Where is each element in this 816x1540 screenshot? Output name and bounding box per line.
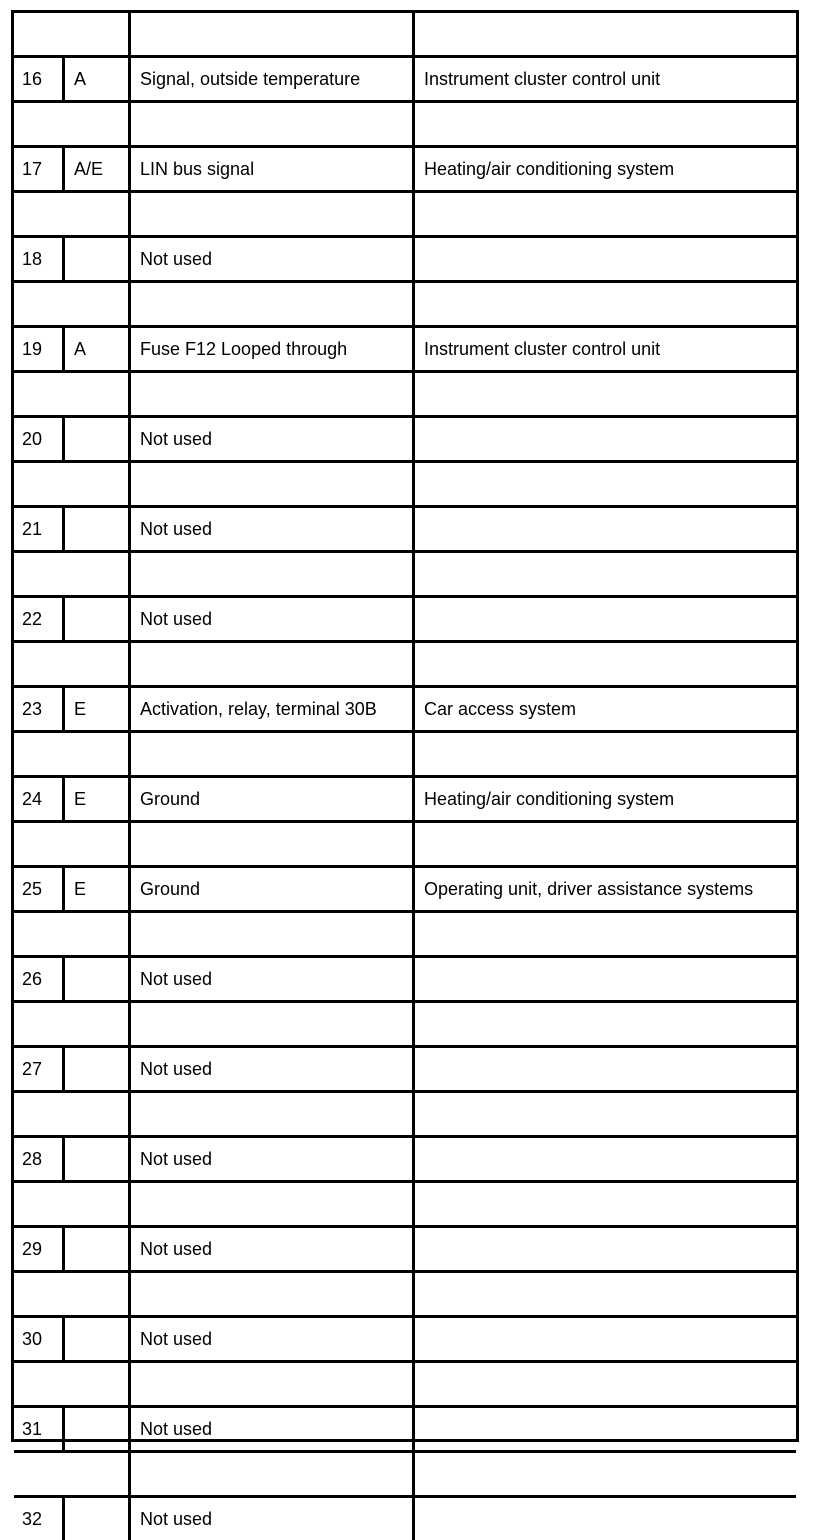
spacer-row [14,103,796,145]
description-cell: Not used [140,1239,213,1259]
column-divider [62,58,65,100]
component-cell [424,1273,796,1315]
direction-cell [74,1048,128,1090]
description-cell [140,1093,412,1135]
description-cell: LIN bus signal [140,159,255,179]
direction-cell [74,1408,128,1450]
description-cell [140,13,412,55]
column-divider [62,1498,65,1540]
pin-cell: 21 [22,519,43,539]
spacer-row [14,373,796,415]
table-row [14,598,796,640]
component-cell [424,913,796,955]
pin-cell: 17 [22,159,43,179]
description-cell [140,733,412,775]
description-cell: Not used [140,1419,213,1439]
component-cell: Heating/air conditioning system [424,159,675,179]
spacer-row [14,1003,796,1045]
component-cell [424,1498,796,1540]
component-cell [424,373,796,415]
component-cell [424,193,796,235]
direction-cell [74,1138,128,1180]
description-cell: Not used [140,969,213,989]
direction-cell [74,1453,128,1495]
table-row [14,1498,796,1540]
description-cell [140,103,412,145]
spacer-row [14,1453,796,1495]
column-divider [62,688,65,730]
direction-cell [74,1093,128,1135]
component-cell: Heating/air conditioning system [424,789,675,809]
pin-cell [22,1003,64,1045]
table-row [14,778,796,820]
table-row [14,148,796,190]
component-cell [424,1408,796,1450]
direction-cell [74,553,128,595]
pin-cell [22,1273,64,1315]
description-cell: Not used [140,249,213,269]
spacer-row [14,553,796,595]
table-row [14,508,796,550]
pin-cell [22,103,64,145]
direction-cell: E [74,789,87,809]
spacer-row [14,1093,796,1135]
spacer-row [14,463,796,505]
pin-cell: 24 [22,789,43,809]
direction-cell: A/E [74,159,104,179]
direction-cell [74,1003,128,1045]
pin-cell [22,193,64,235]
spacer-row [14,913,796,955]
component-cell [424,1003,796,1045]
component-cell [424,103,796,145]
description-cell: Ground [140,879,201,899]
description-cell [140,1453,412,1495]
pin-cell [22,733,64,775]
description-cell: Activation, relay, terminal 30B [140,699,377,719]
component-cell: Instrument cluster control unit [424,69,661,89]
direction-cell [74,418,128,460]
direction-cell [74,1363,128,1405]
column-divider [62,1138,65,1180]
direction-cell [74,103,128,145]
description-cell: Signal, outside temperature [140,69,361,89]
component-cell [424,733,796,775]
direction-cell [74,373,128,415]
pin-cell [22,553,64,595]
table-row [14,238,796,280]
direction-cell [74,643,128,685]
description-cell [140,193,412,235]
description-cell [140,1273,412,1315]
component-cell [424,13,796,55]
pin-cell: 30 [22,1329,43,1349]
description-cell: Not used [140,519,213,539]
spacer-row [14,1183,796,1225]
component-cell [424,1138,796,1180]
spacer-row [14,643,796,685]
component-cell [424,1318,796,1360]
description-cell [140,553,412,595]
pin-cell [22,823,64,865]
table-row [14,688,796,730]
spacer-row [14,1363,796,1405]
direction-cell [74,1318,128,1360]
table-row [14,1048,796,1090]
direction-cell [74,823,128,865]
direction-cell [74,958,128,1000]
pin-cell: 31 [22,1419,43,1439]
column-divider [62,778,65,820]
pin-cell [22,463,64,505]
description-cell [140,913,412,955]
pin-cell: 26 [22,969,43,989]
direction-cell [74,508,128,550]
direction-cell [74,733,128,775]
direction-cell: E [74,699,87,719]
description-cell [140,283,412,325]
description-cell: Not used [140,1059,213,1079]
direction-cell: A [74,339,87,359]
pin-cell: 32 [22,1509,43,1529]
component-cell [424,283,796,325]
column-divider [62,418,65,460]
column-divider [62,508,65,550]
component-cell [424,1093,796,1135]
pin-cell [22,913,64,955]
table-row [14,328,796,370]
description-cell [140,1183,412,1225]
column-divider [412,13,415,1540]
column-divider [62,598,65,640]
column-divider [62,1408,65,1450]
column-divider [62,328,65,370]
pin-cell [22,373,64,415]
component-cell [424,508,796,550]
pin-cell [22,1093,64,1135]
component-cell [424,1228,796,1270]
description-cell: Ground [140,789,201,809]
spacer-row [14,1273,796,1315]
table-row [14,58,796,100]
component-cell: Car access system [424,699,577,719]
direction-cell [74,13,128,55]
direction-cell [74,913,128,955]
component-cell [424,463,796,505]
component-cell [424,418,796,460]
component-cell [424,553,796,595]
spacer-row [14,823,796,865]
direction-cell [74,283,128,325]
direction-cell: E [74,879,87,899]
description-cell: Not used [140,1329,213,1349]
component-cell [424,1363,796,1405]
table-row [14,1318,796,1360]
component-cell: Operating unit, driver assistance systems [424,879,754,899]
description-cell: Not used [140,609,213,629]
direction-cell [74,1498,128,1540]
pin-cell [22,643,64,685]
component-cell [424,598,796,640]
spacer-row [14,733,796,775]
component-cell [424,1183,796,1225]
pin-cell: 28 [22,1149,43,1169]
description-cell [140,1003,412,1045]
component-cell [424,643,796,685]
pin-cell: 25 [22,879,43,899]
pin-cell [22,1453,64,1495]
pin-cell: 22 [22,609,43,629]
table-row [14,1138,796,1180]
spacer-row [14,283,796,325]
direction-cell [74,1183,128,1225]
direction-cell [74,1228,128,1270]
direction-cell [74,598,128,640]
pin-cell: 27 [22,1059,43,1079]
description-cell [140,823,412,865]
component-cell [424,1048,796,1090]
description-cell [140,643,412,685]
direction-cell [74,193,128,235]
pin-cell: 16 [22,69,43,89]
column-divider [62,238,65,280]
direction-cell [74,238,128,280]
table-row [14,868,796,910]
table-row [14,418,796,460]
description-cell: Not used [140,1149,213,1169]
pin-cell: 20 [22,429,43,449]
pin-cell [22,1363,64,1405]
pin-cell [22,283,64,325]
description-cell [140,373,412,415]
description-cell: Fuse F12 Looped through [140,339,348,359]
table-row [14,1228,796,1270]
description-cell [140,1363,412,1405]
column-divider [62,1048,65,1090]
column-divider [62,958,65,1000]
spacer-row [14,13,796,55]
pin-cell [22,13,64,55]
component-cell [424,958,796,1000]
pin-cell [22,1183,64,1225]
component-cell [424,1453,796,1495]
column-divider [62,1228,65,1270]
component-cell: Instrument cluster control unit [424,339,661,359]
description-cell: Not used [140,1509,213,1529]
table-row [14,958,796,1000]
pin-cell: 29 [22,1239,43,1259]
table-row [14,1408,796,1450]
column-divider [62,1318,65,1360]
direction-cell [74,1273,128,1315]
column-divider [62,868,65,910]
component-cell [424,823,796,865]
component-cell [424,238,796,280]
description-cell: Not used [140,429,213,449]
pin-cell: 18 [22,249,43,269]
spacer-row [14,193,796,235]
pin-cell: 23 [22,699,43,719]
column-divider [62,148,65,190]
description-cell [140,463,412,505]
column-divider [128,13,131,1540]
pin-cell: 19 [22,339,43,359]
direction-cell [74,463,128,505]
pin-assignment-table [11,10,799,1529]
direction-cell: A [74,69,87,89]
